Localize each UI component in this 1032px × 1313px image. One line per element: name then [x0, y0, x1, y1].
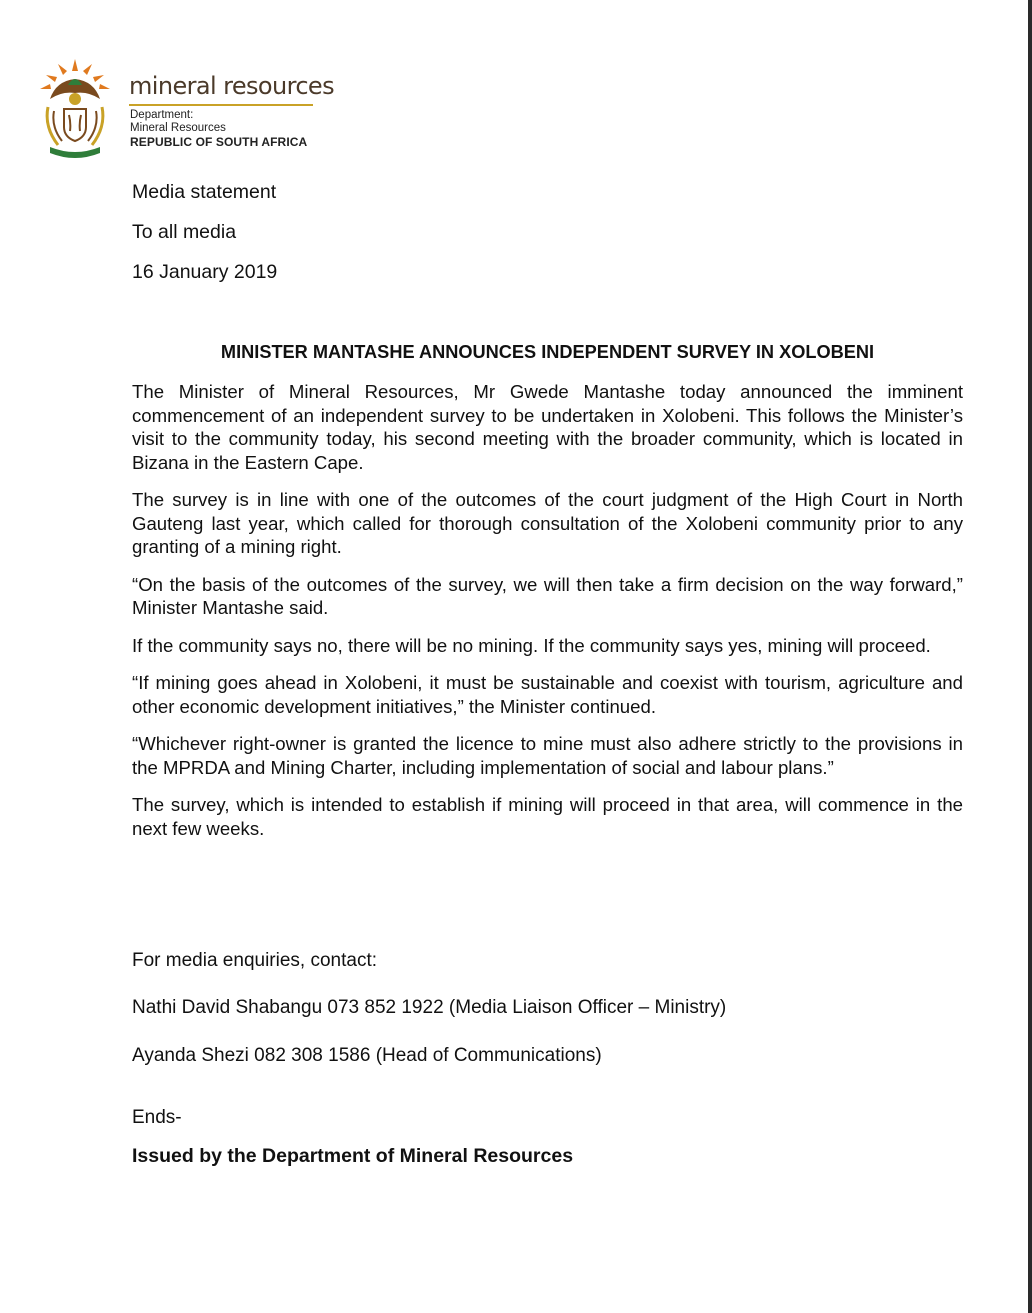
department-brand-name: mineral resources: [129, 72, 335, 100]
contact-intro: For media enquiries, contact:: [132, 950, 378, 971]
page-edge: [1028, 0, 1032, 1313]
statement-type: Media statement: [132, 181, 277, 203]
paragraph: “On the basis of the outcomes of the survey, we will then take a firm decision on the way forward,” Minister Mantashe said.: [132, 573, 963, 618]
issued-by: Issued by the Department of Mineral Resources: [132, 1145, 574, 1167]
department-label: Department:: [130, 109, 194, 121]
department-name: Mineral Resources: [130, 122, 226, 134]
contact-person: Ayanda Shezi 082 308 1586 (Head of Communications): [132, 1045, 602, 1066]
letterhead: [36, 55, 336, 160]
ends-marker: Ends-: [132, 1107, 182, 1128]
coat-of-arms-icon: [36, 55, 114, 160]
paragraph: The survey is in line with one of the outcomes of the court judgment of the High Court in North Gauteng last year, which called for thorough consultation of the Xolobeni community prior to any granting of a mining right.: [132, 489, 963, 557]
paragraph: The survey, which is intended to establish if mining will proceed in that area, will commence in the next few weeks.: [132, 794, 963, 839]
headline: MINISTER MANTASHE ANNOUNCES INDEPENDENT SURVEY IN XOLOBENI: [220, 342, 875, 362]
paragraph: If the community says no, there will be no mining. If the community says yes, mining will proceed.: [132, 634, 931, 656]
paragraph: “If mining goes ahead in Xolobeni, it must be sustainable and coexist with tourism, agriculture and other economic development initiatives,” the Minister continued.: [132, 672, 963, 717]
statement-audience: To all media: [132, 221, 237, 243]
paragraph: “Whichever right-owner is granted the licence to mine must also adhere strictly to the provisions in the MPRDA and Mining Charter, including implementation of social and labour plans.”: [132, 733, 963, 778]
contact-person: Nathi David Shabangu 073 852 1922 (Media Liaison Officer – Ministry): [132, 997, 727, 1018]
brand-divider: [129, 104, 313, 106]
statement-date: 16 January 2019: [132, 261, 278, 283]
country-name: REPUBLIC OF SOUTH AFRICA: [130, 135, 308, 149]
paragraph: The Minister of Mineral Resources, Mr Gwede Mantashe today announced the imminent commencement of an independent survey to be undertaken in Xolobeni. This follows the Minister’s visit to the community today, his second meeting with the broader community, which is located in Bizana in the Eastern Cape.: [132, 381, 963, 473]
statement-body: [132, 380, 963, 854]
